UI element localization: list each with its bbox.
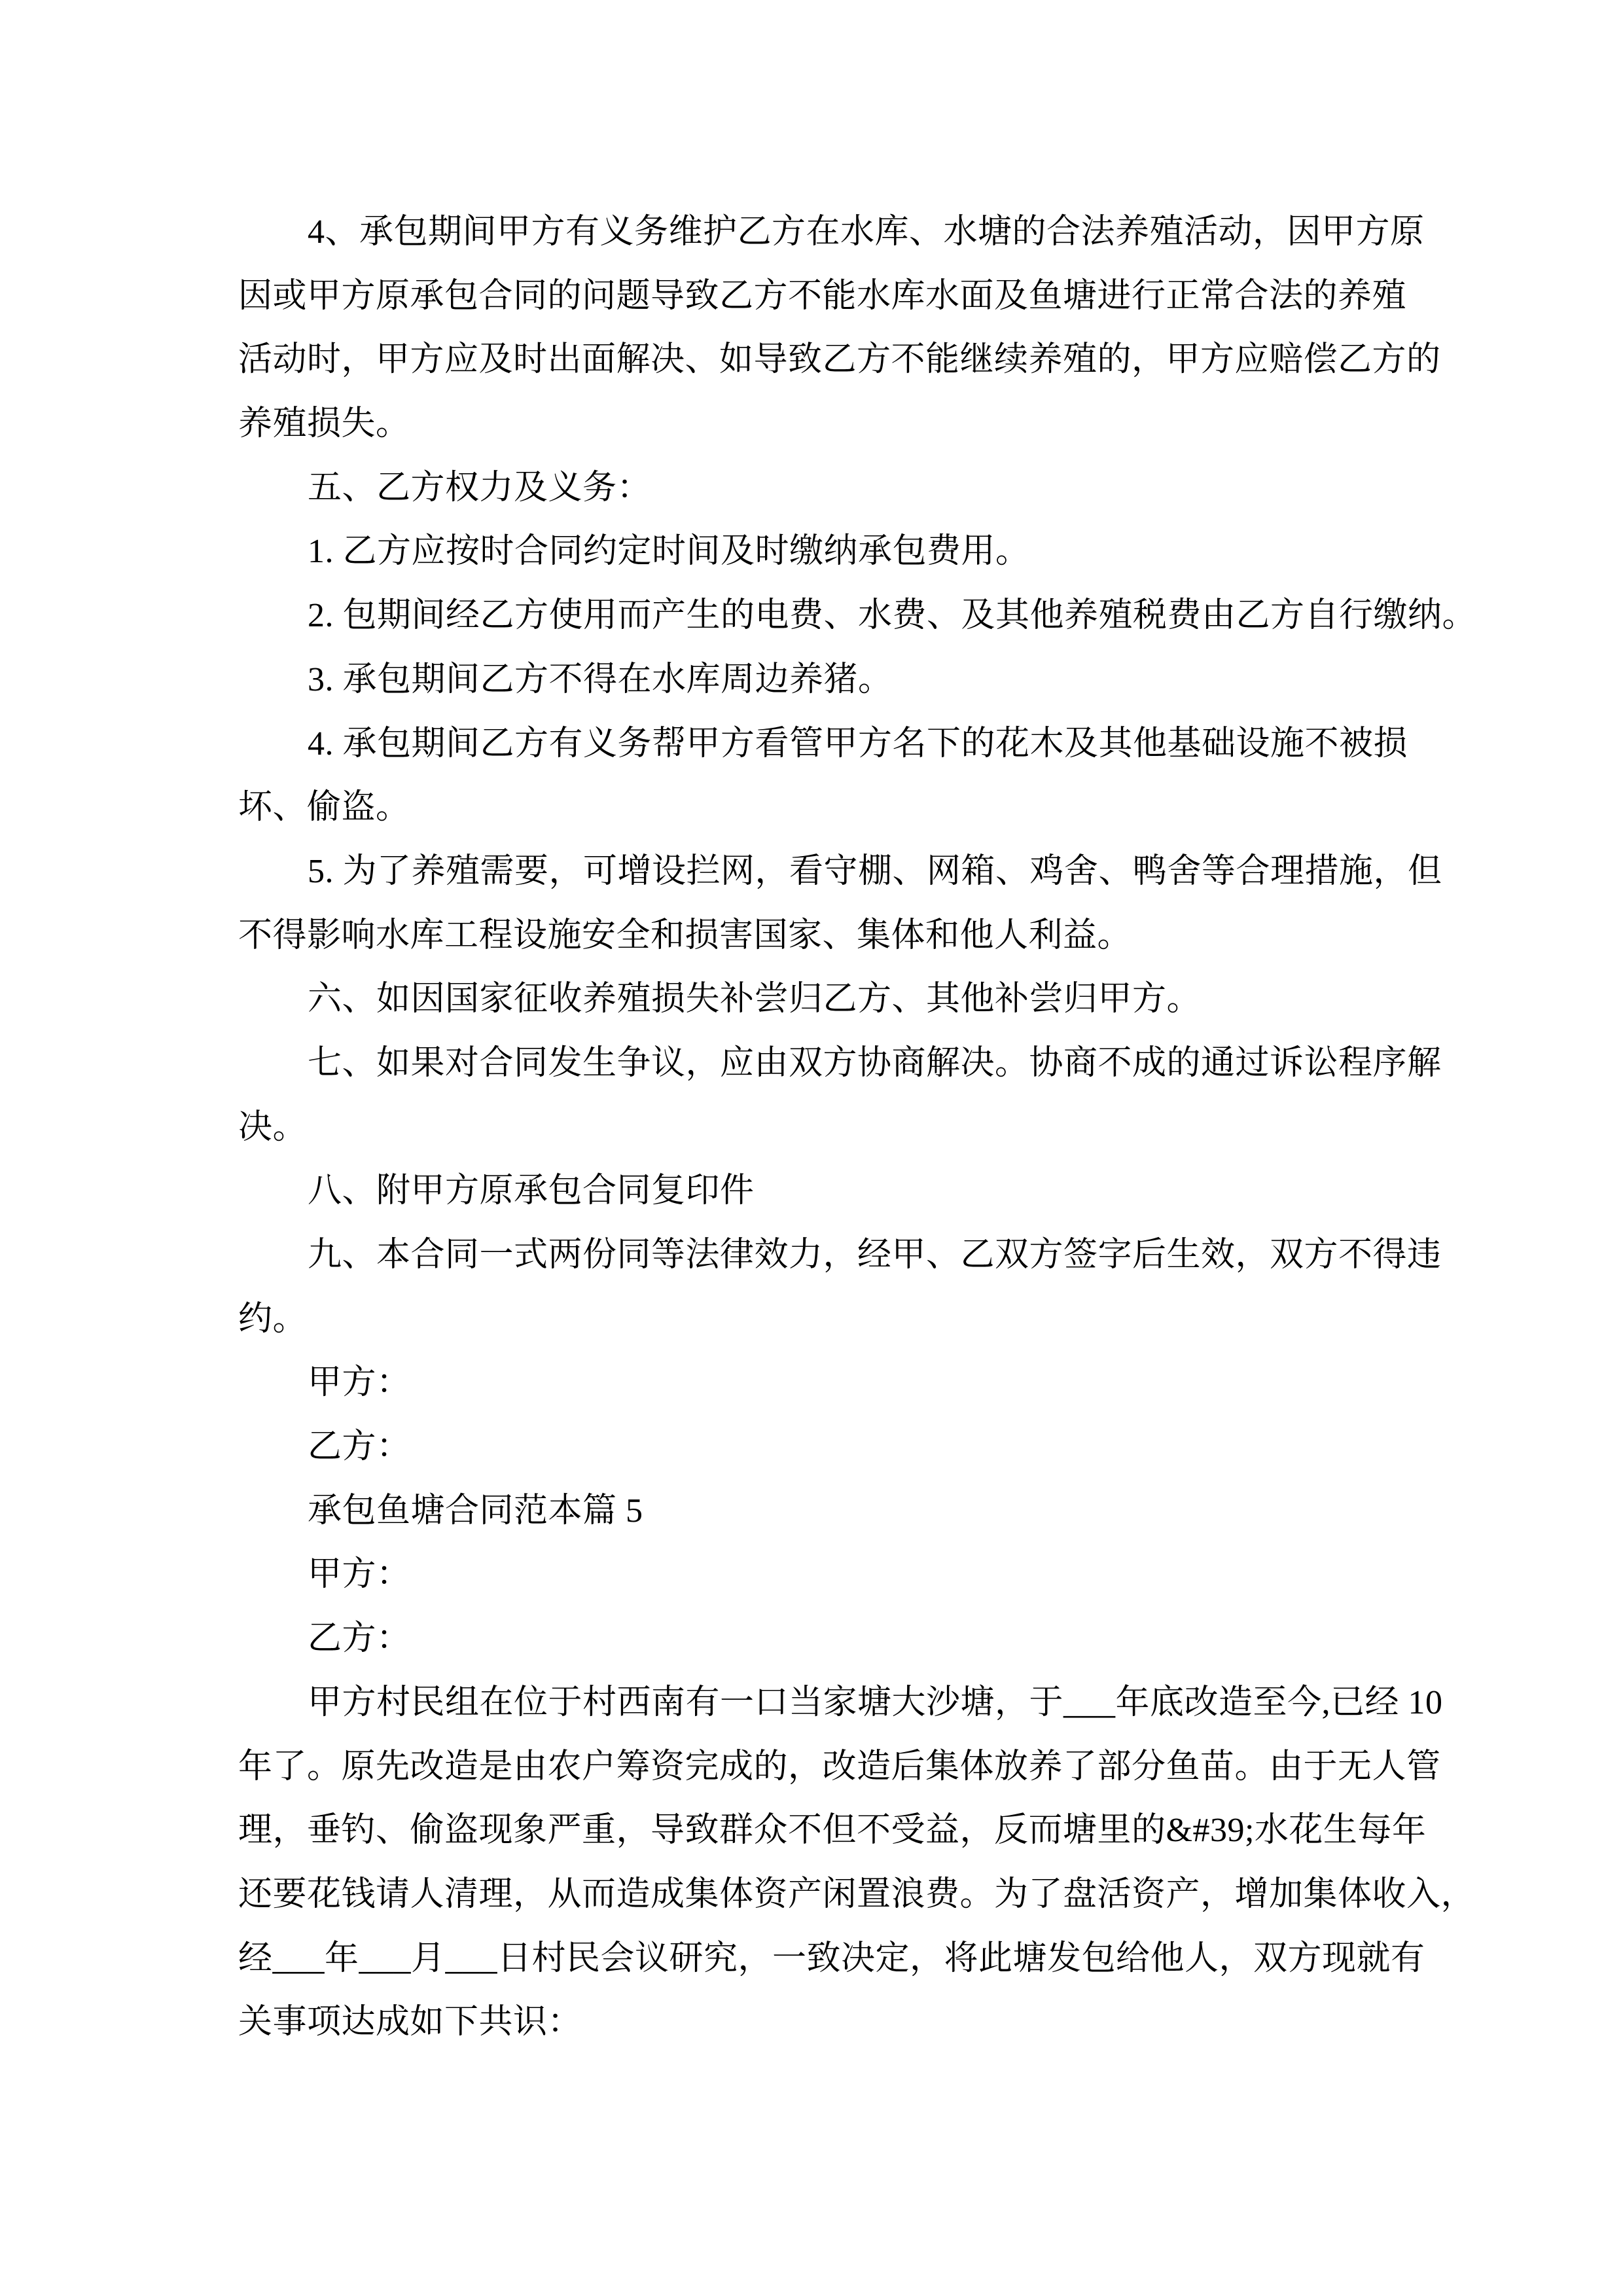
text-line: 2. 包期间经乙方使用而产生的电费、水费、及其他养殖税费由乙方自行缴纳。: [308, 597, 1477, 635]
text-line: 七、如果对合同发生争议，应由双方协商解决。协商不成的通过诉讼程序解: [308, 1044, 1442, 1082]
text-line: 活动时，甲方应及时出面解决、如导致乙方不能继续养殖的，甲方应赔偿乙方的: [238, 341, 1441, 379]
text-line: 关事项达成如下共识：: [238, 2003, 582, 2041]
text-line: 4. 承包期间乙方有义务帮甲方看管甲方名下的花木及其他基础设施不被损: [308, 725, 1408, 762]
text-line: 年了。原先改造是由农户筹资完成的，改造后集体放养了部分鱼苗。由于无人管: [238, 1748, 1441, 1785]
text-line: 甲方：: [308, 1364, 411, 1402]
text-line: 甲方：: [308, 1556, 411, 1594]
text-line: 5. 为了养殖需要，可增设拦网，看守棚、网箱、鸡舍、鸭舍等合理措施，但: [308, 852, 1442, 890]
text-line: 1. 乙方应按时合同约定时间及时缴纳承包费用。: [308, 533, 1030, 571]
text-line: 决。: [238, 1108, 308, 1146]
text-line: 不得影响水库工程设施安全和损害国家、集体和他人利益。: [238, 916, 1132, 954]
text-line: 养殖损失。: [238, 405, 410, 443]
text-line: 乙方：: [308, 1620, 411, 1658]
text-line: 经___年___月___日村民会议研究，一致决定，将此塘发包给他人，双方现就有: [238, 1939, 1425, 1977]
text-line: 九、本合同一式两份同等法律效力，经甲、乙双方签字后生效，双方不得违: [308, 1236, 1442, 1274]
text-line: 六、如因国家征收养殖损失补尝归乙方、其他补尝归甲方。: [308, 980, 1202, 1018]
text-line: 甲方村民组在位于村西南有一口当家塘大沙塘，于___年底改造至今,已经 10: [308, 1683, 1443, 1721]
text-line: 五、乙方权力及义务：: [308, 469, 652, 507]
text-line: 八、附甲方原承包合同复印件: [308, 1172, 755, 1210]
contract-text-block: [238, 200, 1477, 2054]
text-line: 4、承包期间甲方有义务维护乙方在水库、水塘的合法养殖活动，因甲方原: [308, 213, 1425, 251]
text-line: 坏、偷盗。: [238, 789, 410, 827]
text-line: 还要花钱请人清理，从而造成集体资产闲置浪费。为了盘活资产，增加集体收入，: [238, 1875, 1476, 1913]
text-line: 3. 承包期间乙方不得在水库周边养猪。: [308, 660, 893, 698]
text-line: 承包鱼塘合同范本篇 5: [308, 1492, 643, 1530]
text-line: 因或甲方原承包合同的问题导致乙方不能水库水面及鱼塘进行正常合法的养殖: [238, 277, 1407, 315]
text-line: 理，垂钓、偷盗现象严重，导致群众不但不受益，反而塘里的&#39;水花生每年: [238, 1812, 1427, 1850]
text-line: 约。: [238, 1300, 308, 1338]
text-line: 乙方：: [308, 1428, 411, 1466]
